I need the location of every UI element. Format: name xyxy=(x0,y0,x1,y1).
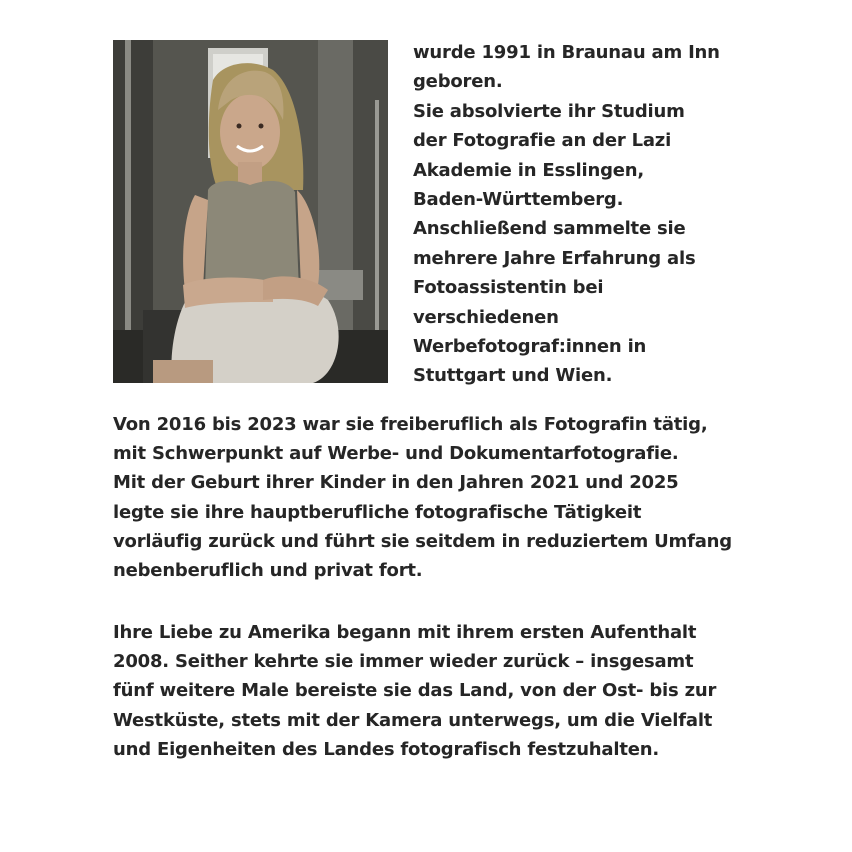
bio-intro-line: Sie absolvierte ihr Studium xyxy=(413,100,685,122)
career-line: Mit der Geburt ihrer Kinder in den Jahren 2021 und 2025 xyxy=(113,472,679,494)
career-line: Von 2016 bis 2023 war sie freiberuflich als Fotografin tätig, xyxy=(113,414,708,435)
bio-intro-line: Fotoassistentin bei xyxy=(413,277,604,299)
bio-intro-line: mehrere Jahre Erfahrung als xyxy=(413,247,696,269)
portrait-photo xyxy=(113,40,388,383)
career-paragraph xyxy=(113,410,753,585)
career-line: nebenberuflich und privat fort. xyxy=(113,560,423,582)
career-line: mit Schwerpunkt auf Werbe- und Dokumentarfotografie. xyxy=(113,443,679,465)
america-line: 2008. Seither kehrte sie immer wieder zurück – insgesamt xyxy=(113,651,694,673)
career-line: vorläufig zurück und führt sie seitdem in reduziertem Umfang xyxy=(113,530,732,552)
bio-intro-line: Akademie in Esslingen, xyxy=(413,159,645,181)
bio-intro-line: Baden-Württemberg. xyxy=(413,189,624,211)
bio-intro-line: Werbefotograf:innen in xyxy=(413,336,647,358)
bio-intro-line: Stuttgart und Wien. xyxy=(413,365,613,387)
bio-intro-line: verschiedenen xyxy=(413,306,559,328)
bio-intro-line: geboren. xyxy=(413,71,503,93)
bio-intro-line: der Fotografie an der Lazi xyxy=(413,130,672,152)
america-line: Ihre Liebe zu Amerika begann mit ihrem ersten Aufenthalt xyxy=(113,622,697,643)
america-paragraph xyxy=(113,618,753,764)
america-line: fünf weitere Male bereiste sie das Land, von der Ost- bis zur xyxy=(113,680,717,702)
bio-intro-paragraph xyxy=(413,38,733,391)
america-line: und Eigenheiten des Landes fotografisch festzuhalten. xyxy=(113,738,660,760)
america-line: Westküste, stets mit der Kamera unterwegs, um die Vielfalt xyxy=(113,709,713,731)
bio-intro-line: wurde 1991 in Braunau am Inn xyxy=(413,42,720,63)
bio-intro-line: Anschließend sammelte sie xyxy=(413,218,686,240)
career-line: legte sie ihre hauptberufliche fotografische Tätigkeit xyxy=(113,501,642,523)
